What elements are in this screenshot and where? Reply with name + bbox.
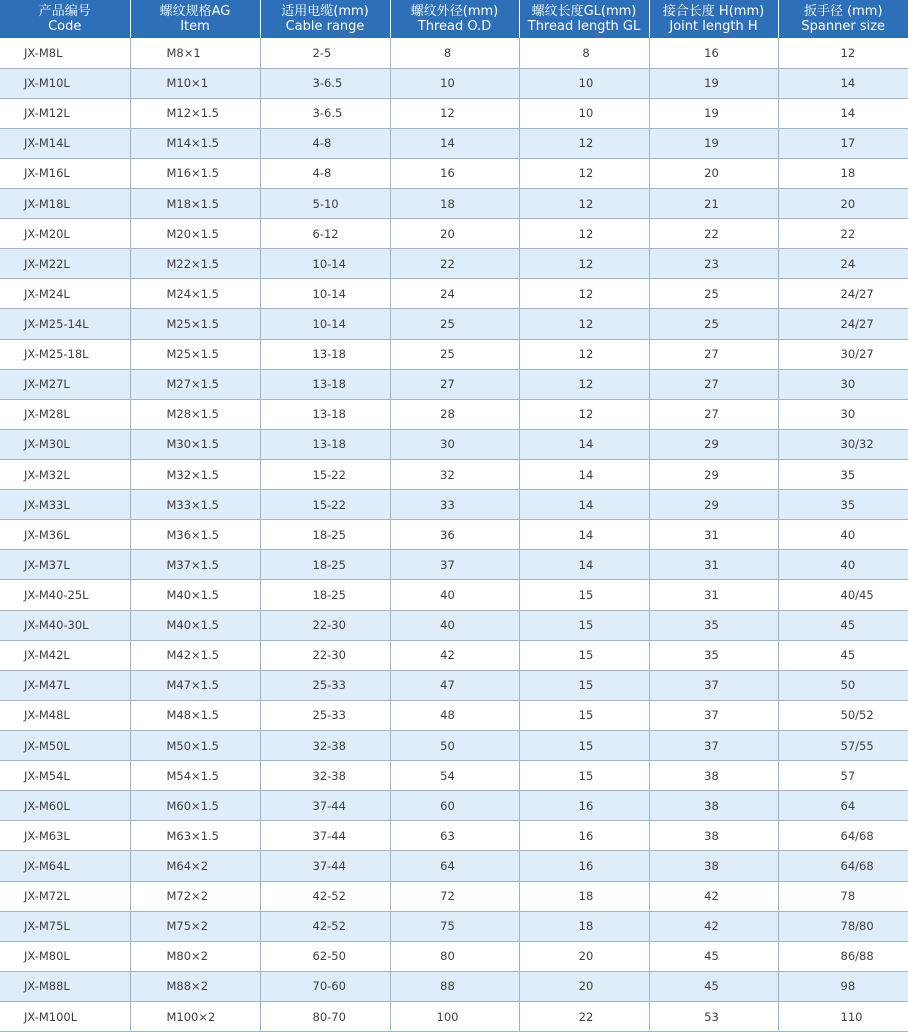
item-cell: M30×1.5 xyxy=(130,429,260,459)
cable-range-cell: 25-33 xyxy=(260,700,390,730)
table-row xyxy=(0,971,908,1001)
thread-length-cell: 15 xyxy=(519,670,649,700)
spanner-size-cell: 30/27 xyxy=(778,339,908,369)
thread-length-cell: 14 xyxy=(519,429,649,459)
joint-length-cell: 42 xyxy=(649,881,778,911)
spanner-size-cell: 40/45 xyxy=(778,580,908,610)
joint-length-cell: 42 xyxy=(649,911,778,941)
thread-length-cell: 22 xyxy=(519,1002,649,1032)
code-cell: JX-M20L xyxy=(0,219,130,249)
cable-range-cell: 22-30 xyxy=(260,640,390,670)
table-row xyxy=(0,369,908,399)
table-row xyxy=(0,279,908,309)
item-cell: M20×1.5 xyxy=(130,219,260,249)
cable-range-cell: 13-18 xyxy=(260,369,390,399)
table-row xyxy=(0,189,908,219)
table-row xyxy=(0,158,908,188)
spanner-size-cell: 78 xyxy=(778,881,908,911)
joint-length-cell: 19 xyxy=(649,128,778,158)
thread-od-cell: 30 xyxy=(390,429,519,459)
spanner-size-cell: 24/27 xyxy=(778,279,908,309)
item-cell: M40×1.5 xyxy=(130,580,260,610)
table-row xyxy=(0,911,908,941)
thread-od-cell: 18 xyxy=(390,189,519,219)
table-row xyxy=(0,98,908,128)
item-cell: M8×1 xyxy=(130,38,260,68)
table-row xyxy=(0,761,908,791)
joint-length-cell: 27 xyxy=(649,339,778,369)
code-cell: JX-M25-18L xyxy=(0,339,130,369)
thread-od-cell: 20 xyxy=(390,219,519,249)
spanner-size-cell: 18 xyxy=(778,158,908,188)
thread-length-cell: 14 xyxy=(519,460,649,490)
table-row xyxy=(0,399,908,429)
joint-length-cell: 31 xyxy=(649,550,778,580)
table-row xyxy=(0,580,908,610)
thread-length-cell: 16 xyxy=(519,791,649,821)
code-cell: JX-M48L xyxy=(0,700,130,730)
table-row xyxy=(0,1002,908,1032)
spanner-size-cell: 24 xyxy=(778,249,908,279)
thread-od-cell: 27 xyxy=(390,369,519,399)
item-cell: M22×1.5 xyxy=(130,249,260,279)
thread-length-cell: 10 xyxy=(519,98,649,128)
item-cell: M27×1.5 xyxy=(130,369,260,399)
thread-length-cell: 18 xyxy=(519,881,649,911)
code-cell: JX-M37L xyxy=(0,550,130,580)
header-spanner-size: 扳手径 (mm) Spanner size xyxy=(778,0,908,38)
cable-range-cell: 25-33 xyxy=(260,670,390,700)
thread-od-cell: 40 xyxy=(390,580,519,610)
joint-length-cell: 37 xyxy=(649,670,778,700)
table-row xyxy=(0,731,908,761)
thread-od-cell: 16 xyxy=(390,158,519,188)
table-row xyxy=(0,821,908,851)
item-cell: M54×1.5 xyxy=(130,761,260,791)
joint-length-cell: 37 xyxy=(649,700,778,730)
code-cell: JX-M63L xyxy=(0,821,130,851)
thread-length-cell: 15 xyxy=(519,580,649,610)
joint-length-cell: 53 xyxy=(649,1002,778,1032)
table-row xyxy=(0,520,908,550)
thread-length-cell: 12 xyxy=(519,339,649,369)
item-cell: M48×1.5 xyxy=(130,700,260,730)
cable-range-cell: 3-6.5 xyxy=(260,98,390,128)
cable-range-cell: 37-44 xyxy=(260,851,390,881)
header-thread-length: 螺纹长度GL(mm) Thread length GL xyxy=(519,0,649,38)
spanner-size-cell: 64/68 xyxy=(778,821,908,851)
cable-range-cell: 80-70 xyxy=(260,1002,390,1032)
spanner-size-cell: 22 xyxy=(778,219,908,249)
item-cell: M47×1.5 xyxy=(130,670,260,700)
header-thread-od: 螺纹外径(mm) Thread O.D xyxy=(390,0,519,38)
thread-length-cell: 16 xyxy=(519,821,649,851)
thread-length-cell: 12 xyxy=(519,189,649,219)
table-row xyxy=(0,610,908,640)
spanner-size-cell: 17 xyxy=(778,128,908,158)
thread-od-cell: 64 xyxy=(390,851,519,881)
code-cell: JX-M27L xyxy=(0,369,130,399)
joint-length-cell: 38 xyxy=(649,791,778,821)
cable-range-cell: 15-22 xyxy=(260,460,390,490)
header-code: 产品编号 Code xyxy=(0,0,130,38)
spanner-size-cell: 57/55 xyxy=(778,731,908,761)
thread-length-cell: 8 xyxy=(519,38,649,68)
joint-length-cell: 45 xyxy=(649,941,778,971)
thread-length-cell: 12 xyxy=(519,399,649,429)
code-cell: JX-M88L xyxy=(0,971,130,1001)
spanner-size-cell: 20 xyxy=(778,189,908,219)
joint-length-cell: 31 xyxy=(649,580,778,610)
header-joint-length: 接合长度 H(mm) Joint length H xyxy=(649,0,778,38)
joint-length-cell: 27 xyxy=(649,399,778,429)
code-cell: JX-M18L xyxy=(0,189,130,219)
spanner-size-cell: 78/80 xyxy=(778,911,908,941)
header-cable-range: 适用电缆(mm) Cable range xyxy=(260,0,390,38)
cable-range-cell: 10-14 xyxy=(260,279,390,309)
cable-range-cell: 6-12 xyxy=(260,219,390,249)
cable-range-cell: 37-44 xyxy=(260,821,390,851)
spanner-size-cell: 40 xyxy=(778,520,908,550)
thread-length-cell: 15 xyxy=(519,761,649,791)
cable-range-cell: 62-50 xyxy=(260,941,390,971)
thread-length-cell: 14 xyxy=(519,550,649,580)
joint-length-cell: 37 xyxy=(649,731,778,761)
cable-range-cell: 18-25 xyxy=(260,520,390,550)
joint-length-cell: 45 xyxy=(649,971,778,1001)
cable-range-cell: 32-38 xyxy=(260,731,390,761)
cable-range-cell: 42-52 xyxy=(260,911,390,941)
spanner-size-cell: 40 xyxy=(778,550,908,580)
spanner-size-cell: 50 xyxy=(778,670,908,700)
spanner-size-cell: 64/68 xyxy=(778,851,908,881)
joint-length-cell: 35 xyxy=(649,610,778,640)
thread-length-cell: 15 xyxy=(519,640,649,670)
item-cell: M75×2 xyxy=(130,911,260,941)
thread-length-cell: 15 xyxy=(519,610,649,640)
cable-range-cell: 37-44 xyxy=(260,791,390,821)
cable-range-cell: 4-8 xyxy=(260,158,390,188)
joint-length-cell: 20 xyxy=(649,158,778,188)
thread-od-cell: 50 xyxy=(390,731,519,761)
item-cell: M36×1.5 xyxy=(130,520,260,550)
item-cell: M37×1.5 xyxy=(130,550,260,580)
thread-od-cell: 14 xyxy=(390,128,519,158)
code-cell: JX-M16L xyxy=(0,158,130,188)
code-cell: JX-M10L xyxy=(0,68,130,98)
spanner-size-cell: 35 xyxy=(778,490,908,520)
table-row xyxy=(0,941,908,971)
joint-length-cell: 29 xyxy=(649,460,778,490)
code-cell: JX-M54L xyxy=(0,761,130,791)
thread-length-cell: 12 xyxy=(519,158,649,188)
code-cell: JX-M40-30L xyxy=(0,610,130,640)
thread-od-cell: 80 xyxy=(390,941,519,971)
thread-length-cell: 12 xyxy=(519,279,649,309)
thread-od-cell: 60 xyxy=(390,791,519,821)
item-cell: M50×1.5 xyxy=(130,731,260,761)
table-row xyxy=(0,68,908,98)
cable-range-cell: 10-14 xyxy=(260,309,390,339)
spanner-size-cell: 30 xyxy=(778,399,908,429)
cable-range-cell: 5-10 xyxy=(260,189,390,219)
thread-od-cell: 48 xyxy=(390,700,519,730)
joint-length-cell: 38 xyxy=(649,761,778,791)
code-cell: JX-M30L xyxy=(0,429,130,459)
thread-length-cell: 15 xyxy=(519,731,649,761)
code-cell: JX-M8L xyxy=(0,38,130,68)
thread-od-cell: 75 xyxy=(390,911,519,941)
table-row xyxy=(0,881,908,911)
item-cell: M25×1.5 xyxy=(130,309,260,339)
thread-length-cell: 15 xyxy=(519,700,649,730)
joint-length-cell: 31 xyxy=(649,520,778,550)
spanner-size-cell: 98 xyxy=(778,971,908,1001)
code-cell: JX-M60L xyxy=(0,791,130,821)
thread-od-cell: 42 xyxy=(390,640,519,670)
code-cell: JX-M50L xyxy=(0,731,130,761)
thread-od-cell: 47 xyxy=(390,670,519,700)
thread-length-cell: 12 xyxy=(519,309,649,339)
header-item: 螺纹规格AG Item xyxy=(130,0,260,38)
item-cell: M40×1.5 xyxy=(130,610,260,640)
spanner-size-cell: 110 xyxy=(778,1002,908,1032)
thread-od-cell: 24 xyxy=(390,279,519,309)
table-row xyxy=(0,550,908,580)
table-row xyxy=(0,490,908,520)
table-row xyxy=(0,128,908,158)
table-row xyxy=(0,249,908,279)
thread-od-cell: 63 xyxy=(390,821,519,851)
item-cell: M100×2 xyxy=(130,1002,260,1032)
joint-length-cell: 27 xyxy=(649,369,778,399)
thread-od-cell: 10 xyxy=(390,68,519,98)
code-cell: JX-M32L xyxy=(0,460,130,490)
code-cell: JX-M12L xyxy=(0,98,130,128)
thread-od-cell: 12 xyxy=(390,98,519,128)
joint-length-cell: 21 xyxy=(649,189,778,219)
item-cell: M12×1.5 xyxy=(130,98,260,128)
spanner-size-cell: 57 xyxy=(778,761,908,791)
header-row xyxy=(0,0,908,38)
code-cell: JX-M33L xyxy=(0,490,130,520)
spanner-size-cell: 45 xyxy=(778,640,908,670)
thread-length-cell: 12 xyxy=(519,249,649,279)
cable-range-cell: 13-18 xyxy=(260,429,390,459)
item-cell: M28×1.5 xyxy=(130,399,260,429)
code-cell: JX-M64L xyxy=(0,851,130,881)
table-row xyxy=(0,670,908,700)
code-cell: JX-M25-14L xyxy=(0,309,130,339)
item-cell: M14×1.5 xyxy=(130,128,260,158)
cable-range-cell: 2-5 xyxy=(260,38,390,68)
table-row xyxy=(0,460,908,490)
code-cell: JX-M42L xyxy=(0,640,130,670)
thread-od-cell: 54 xyxy=(390,761,519,791)
item-cell: M24×1.5 xyxy=(130,279,260,309)
table-row xyxy=(0,791,908,821)
joint-length-cell: 16 xyxy=(649,38,778,68)
item-cell: M10×1 xyxy=(130,68,260,98)
cable-range-cell: 3-6.5 xyxy=(260,68,390,98)
thread-length-cell: 12 xyxy=(519,219,649,249)
spanner-size-cell: 45 xyxy=(778,610,908,640)
item-cell: M16×1.5 xyxy=(130,158,260,188)
item-cell: M60×1.5 xyxy=(130,791,260,821)
spanner-size-cell: 12 xyxy=(778,38,908,68)
table-row xyxy=(0,219,908,249)
spanner-size-cell: 14 xyxy=(778,68,908,98)
code-cell: JX-M22L xyxy=(0,249,130,279)
thread-length-cell: 18 xyxy=(519,911,649,941)
joint-length-cell: 25 xyxy=(649,279,778,309)
table-row xyxy=(0,38,908,68)
joint-length-cell: 22 xyxy=(649,219,778,249)
item-cell: M64×2 xyxy=(130,851,260,881)
table-row xyxy=(0,309,908,339)
thread-od-cell: 100 xyxy=(390,1002,519,1032)
thread-od-cell: 33 xyxy=(390,490,519,520)
thread-length-cell: 14 xyxy=(519,490,649,520)
thread-od-cell: 25 xyxy=(390,339,519,369)
code-cell: JX-M80L xyxy=(0,941,130,971)
table-row xyxy=(0,640,908,670)
thread-length-cell: 20 xyxy=(519,971,649,1001)
thread-od-cell: 88 xyxy=(390,971,519,1001)
cable-range-cell: 18-25 xyxy=(260,580,390,610)
cable-range-cell: 15-22 xyxy=(260,490,390,520)
item-cell: M25×1.5 xyxy=(130,339,260,369)
code-cell: JX-M100L xyxy=(0,1002,130,1032)
thread-od-cell: 40 xyxy=(390,610,519,640)
item-cell: M80×2 xyxy=(130,941,260,971)
thread-od-cell: 32 xyxy=(390,460,519,490)
spanner-size-cell: 35 xyxy=(778,460,908,490)
item-cell: M63×1.5 xyxy=(130,821,260,851)
code-cell: JX-M47L xyxy=(0,670,130,700)
cable-range-cell: 13-18 xyxy=(260,339,390,369)
thread-length-cell: 14 xyxy=(519,520,649,550)
cable-range-cell: 18-25 xyxy=(260,550,390,580)
item-cell: M88×2 xyxy=(130,971,260,1001)
table-row xyxy=(0,339,908,369)
spanner-size-cell: 14 xyxy=(778,98,908,128)
code-cell: JX-M40-25L xyxy=(0,580,130,610)
item-cell: M42×1.5 xyxy=(130,640,260,670)
thread-od-cell: 37 xyxy=(390,550,519,580)
table-row xyxy=(0,429,908,459)
joint-length-cell: 19 xyxy=(649,98,778,128)
thread-length-cell: 12 xyxy=(519,128,649,158)
cable-range-cell: 42-52 xyxy=(260,881,390,911)
cable-range-cell: 70-60 xyxy=(260,971,390,1001)
code-cell: JX-M72L xyxy=(0,881,130,911)
item-cell: M72×2 xyxy=(130,881,260,911)
joint-length-cell: 38 xyxy=(649,821,778,851)
spanner-size-cell: 30 xyxy=(778,369,908,399)
joint-length-cell: 35 xyxy=(649,640,778,670)
item-cell: M32×1.5 xyxy=(130,460,260,490)
thread-length-cell: 10 xyxy=(519,68,649,98)
joint-length-cell: 23 xyxy=(649,249,778,279)
thread-od-cell: 72 xyxy=(390,881,519,911)
spanner-size-cell: 64 xyxy=(778,791,908,821)
thread-od-cell: 25 xyxy=(390,309,519,339)
cable-range-cell: 13-18 xyxy=(260,399,390,429)
joint-length-cell: 19 xyxy=(649,68,778,98)
table-row xyxy=(0,700,908,730)
code-cell: JX-M24L xyxy=(0,279,130,309)
table-row xyxy=(0,851,908,881)
spanner-size-cell: 30/32 xyxy=(778,429,908,459)
cable-range-cell: 10-14 xyxy=(260,249,390,279)
joint-length-cell: 29 xyxy=(649,429,778,459)
spanner-size-cell: 86/88 xyxy=(778,941,908,971)
cable-range-cell: 22-30 xyxy=(260,610,390,640)
cable-range-cell: 4-8 xyxy=(260,128,390,158)
cable-range-cell: 32-38 xyxy=(260,761,390,791)
joint-length-cell: 25 xyxy=(649,309,778,339)
table-body xyxy=(0,38,908,1032)
thread-length-cell: 20 xyxy=(519,941,649,971)
joint-length-cell: 29 xyxy=(649,490,778,520)
item-cell: M33×1.5 xyxy=(130,490,260,520)
code-cell: JX-M14L xyxy=(0,128,130,158)
code-cell: JX-M75L xyxy=(0,911,130,941)
thread-length-cell: 16 xyxy=(519,851,649,881)
item-cell: M18×1.5 xyxy=(130,189,260,219)
code-cell: JX-M36L xyxy=(0,520,130,550)
thread-od-cell: 8 xyxy=(390,38,519,68)
thread-od-cell: 28 xyxy=(390,399,519,429)
thread-od-cell: 36 xyxy=(390,520,519,550)
code-cell: JX-M28L xyxy=(0,399,130,429)
spanner-size-cell: 50/52 xyxy=(778,700,908,730)
thread-od-cell: 22 xyxy=(390,249,519,279)
thread-length-cell: 12 xyxy=(519,369,649,399)
spanner-size-cell: 24/27 xyxy=(778,309,908,339)
joint-length-cell: 38 xyxy=(649,851,778,881)
